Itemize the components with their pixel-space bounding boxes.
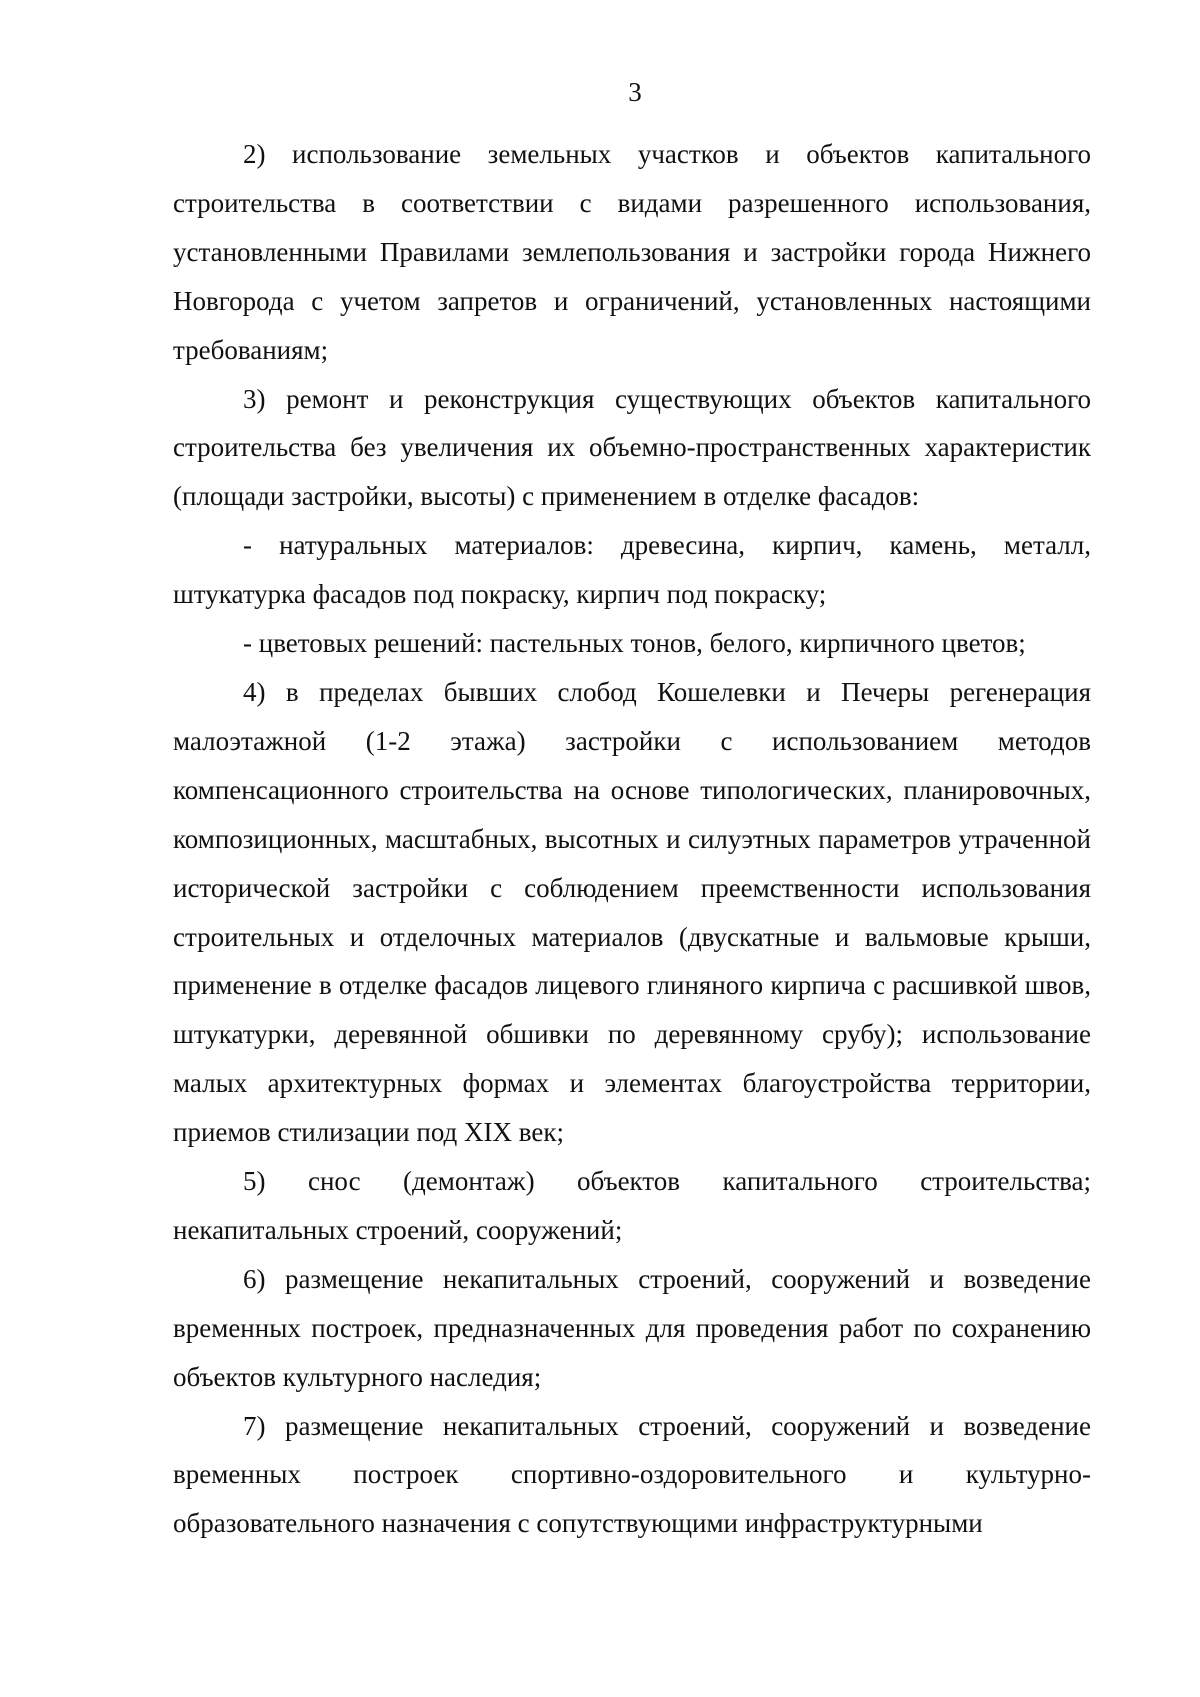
paragraph-item-6: 6) размещение некапитальных строений, сооружений и возведение временных построек, предназначенных для проведения работ по сохранению объектов культурного наследия;	[173, 1263, 1091, 1392]
paragraph-item-2: 2) использование земельных участков и объектов капитального строительства в соответствии с видами разрешенного использования, установленными Правилами землепользования и застройки города Нижнего Новгорода с учетом запретов и ограничений, установленных настоящими требованиям;	[173, 139, 1091, 365]
paragraph-item-7: 7) размещение некапитальных строений, сооружений и возведение временных построек спортивно-оздоровительного и культурно-образовательного назначения с сопутствующими инфраструктурными	[173, 1410, 1091, 1539]
paragraph-natural-materials: - натуральных материалов: древесина, кирпич, камень, металл, штукатурка фасадов под покраску, кирпич под покраску;	[173, 530, 1091, 610]
paragraph-item-3: 3) ремонт и реконструкция существующих объектов капитального строительства без увеличения их объемно-пространственных характеристик (площади застройки, высоты) с применением в отделке фасадов:	[173, 383, 1091, 512]
page-number: 3	[628, 77, 642, 107]
document-body	[173, 130, 1091, 1548]
paragraph-item-4: 4) в пределах бывших слобод Кошелевки и Печеры регенерация малоэтажной (1-2 этажа) застройки с использованием методов компенсационного строительства на основе типологических, планировочных, композиционных, масштабных, высотных и силуэтных параметров утраченной исторической застройки с соблюдением преемственности использования строительных и отделочных материалов (двускатные и вальмовые крыши, применение в отделке фасадов лицевого глиняного кирпича с расшивкой швов, штукатурки, деревянной обшивки по деревянному срубу); использование малых архитектурных формах и элементах благоустройства территории, приемов стилизации под XIX век;	[173, 676, 1091, 1148]
paragraph-color-solutions: - цветовых решений: пастельных тонов, белого, кирпичного цветов;	[243, 628, 1026, 659]
paragraph-item-5: 5) снос (демонтаж) объектов капитального строительства; некапитальных строений, сооружений;	[173, 1166, 1091, 1245]
